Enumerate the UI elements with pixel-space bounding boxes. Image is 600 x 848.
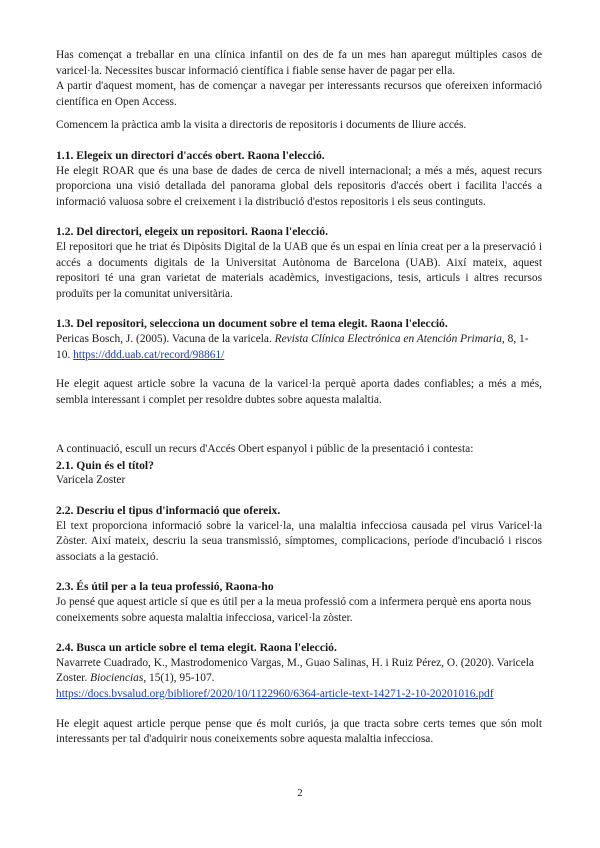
section-1-2-heading: 1.2. Del directori, elegeix un repositori. Raona l'elecció.: [56, 225, 328, 239]
section-2-1-heading: 2.1. Quin és el títol?: [56, 458, 154, 472]
section-2-4-heading: 2.4. Busca un article sobre el tema elegit. Raona l'elecció.: [56, 641, 337, 655]
section-1-2-body: El repositori que he triat és Dipòsits Digital de la UAB que és un espai en línia creat per a la preservació i accés a documents digitals de la Universitat Autònoma de Barcelona (UAB). Així mateix, aquest repositori té una gran varietat de materials acadèmics, investigacions, tesis, articuls i altres recursos produïts per la comunitat universitària.: [56, 240, 542, 300]
reference-authors: Pericas Bosch, J. (2005). Vacuna de la varicela.: [56, 332, 275, 345]
section-1-3-body: He elegit aquest article sobre la vacuna de la varicel·la perquè aporta dades confiables; a més a més, sembla interessant i complet per resoldre dubtes sobre aquesta malaltia.: [56, 378, 542, 406]
section-2-3-body: Jo pensé que aquest article sí que es útil per a la meua professió com a infermera perquè ens aporta nous coneixements sobre aquesta malaltia infecciosa, varicel·la zòster.: [56, 596, 532, 624]
reference-authors-2: Navarrete Cuadrado, K., Mastrodomenico Vargas, M., Guao Salinas, H. i Ruiz Pérez, O. (2020). Varicela Zoster.: [56, 656, 534, 685]
reference-journal: Revista Clínica Electrónica en Atención Primaria: [274, 332, 502, 345]
reference-journal-2: Biociencias: [90, 672, 144, 685]
page-number: 2: [297, 788, 303, 799]
section-1-1-heading: 1.1. Elegeix un directori d'accés obert. Raona l'elecció.: [56, 148, 325, 162]
section-2-2-body: El text proporciona informació sobre la varicel·la, una malaltia infecciosa causada pel virus Varicel·la Zòster. Així mateix, descriu la seua transmissió, símptomes, complicacions, període d'incubació i riscos associats a la gestació.: [56, 519, 542, 563]
section-2-2-heading: 2.2. Descriu el tipus d'informació que ofereix.: [56, 504, 281, 518]
section-2-1-body: Varicela Zoster: [56, 474, 126, 487]
document-page: [56, 48, 542, 748]
reference-link-2[interactable]: https://docs.bvsalud.org/biblioref/2020/10/1122960/6364-article-text-14271-2-10-20201016.pdf: [56, 688, 494, 700]
section-1-3-heading: 1.3. Del repositori, selecciona un document sobre el tema elegit. Raona l'elecció.: [56, 317, 448, 331]
section-1-3-reference: [56, 332, 542, 363]
intro-paragraph-2: A partir d'aquest moment, has de començar a navegar per interessants recursos que ofereixen informació científica en Open Access.: [56, 80, 542, 108]
intro-paragraph-1: Has començat a treballar en una clínica infantil on des de fa un mes han aparegut múltiples casos de varicel·la. Necessites buscar informació científica i fiable sense haver de pagar per ella.: [56, 49, 542, 77]
section-2-3-heading: 2.3. És útil per a la teua professió, Raona-ho: [56, 580, 274, 594]
section-2-4-body: He elegit aquest article perque pense que és molt curiós, ja que tracta sobre certs temes que són molt interessants per tal d'adquirir nous coneixements sobre aquesta malaltia infecciosa.: [56, 717, 542, 746]
section-1-1-body: He elegit ROAR que és una base de dades de cerca de nivell internacional; a més a més, aquest recurs proporciona una visió detallada del panorama global dels repositoris d'accés obert i facilita l'accés a informació valuosa sobre el creixement i la distribució d'estos repositoris i els seus continguts.: [56, 164, 542, 208]
reference-link[interactable]: https://ddd.uab.cat/record/98861/: [73, 348, 225, 361]
intro-paragraph-3: Comencem la pràctica amb la visita a directoris de repositoris i documents de lliure accés.: [56, 119, 467, 132]
reference-volume: , 8, 1-10.: [56, 332, 529, 361]
section-2-4-reference: [56, 656, 542, 703]
reference-volume-2: , 15(1), 95-107.: [143, 672, 215, 685]
part-2-intro: A continuació, escull un recurs d'Accés Obert espanyol i públic de la presentació i contesta:: [56, 443, 474, 456]
